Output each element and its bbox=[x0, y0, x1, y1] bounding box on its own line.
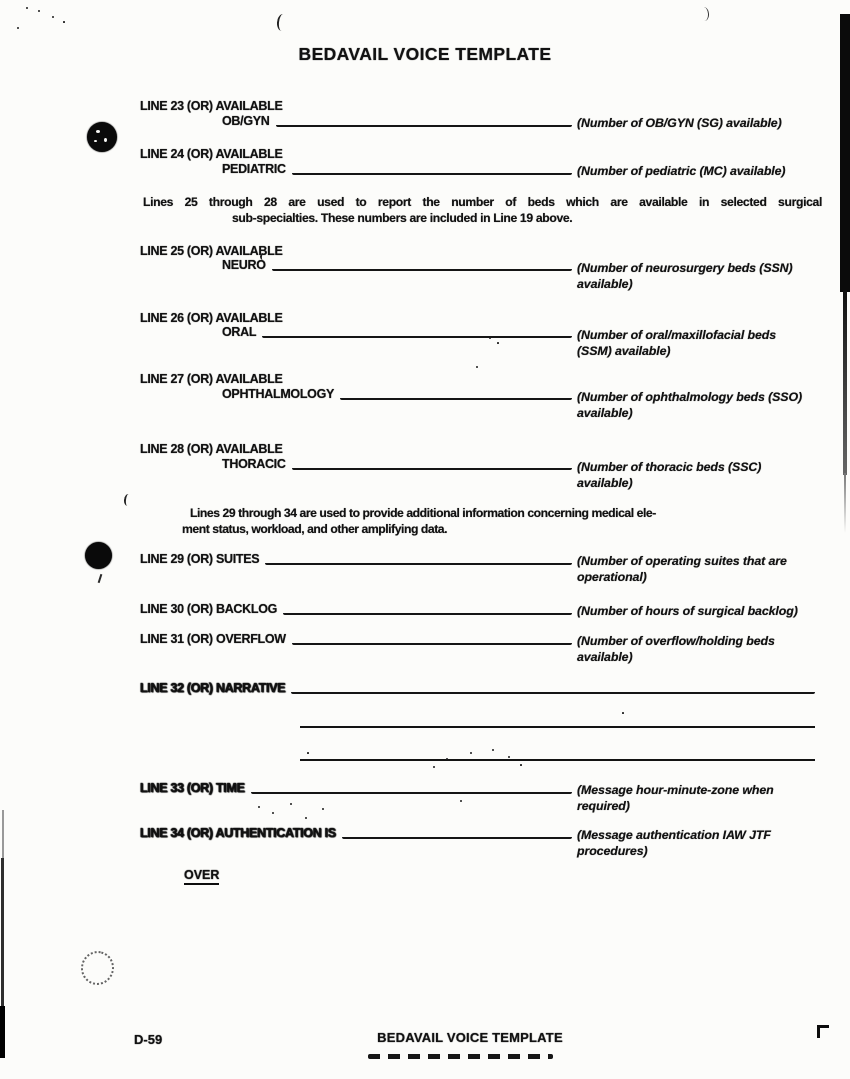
ink-speck bbox=[305, 817, 307, 819]
line-29-field-row bbox=[140, 552, 572, 566]
ink-speck bbox=[492, 749, 494, 751]
line-26-description: (Number of oral/maxillofacial beds (SSM) available) bbox=[577, 328, 777, 358]
instructions-paragraph-2-line-2: ment status, workload, and other amplifying data. bbox=[182, 522, 448, 536]
stray-paren-mark bbox=[123, 494, 132, 507]
line-34-field-row bbox=[140, 826, 572, 840]
ink-speck bbox=[508, 756, 510, 758]
ink-speck bbox=[460, 800, 462, 802]
scan-edge-bar-right-tail bbox=[844, 473, 846, 533]
narrative-continuation-line-2 bbox=[300, 759, 815, 761]
dotted-circle-mark bbox=[77, 948, 117, 989]
ink-speck bbox=[446, 758, 448, 760]
ink-blot bbox=[85, 542, 112, 569]
line-27-blank-field bbox=[340, 388, 572, 400]
line-26-blank-field bbox=[262, 326, 572, 338]
line-24-blank-field bbox=[292, 163, 572, 175]
line-32-label: LINE 32 (OR) NARRATIVE bbox=[140, 681, 286, 695]
scan-edge-bar-left-faint bbox=[2, 810, 4, 865]
ink-speck bbox=[38, 10, 40, 12]
stray-paren-mark bbox=[276, 13, 289, 31]
corner-mark bbox=[817, 1025, 830, 1039]
line-27-sublabel: OPHTHALMOLOGY bbox=[222, 387, 335, 401]
line-31-description: (Number of overflow/holding beds available) bbox=[577, 634, 775, 664]
instructions-paragraph-1-line-2: sub-specialties. These numbers are included in Line 19 above. bbox=[232, 211, 573, 225]
line-25-sublabel: NEURO bbox=[222, 258, 266, 272]
over-label: OVER bbox=[184, 868, 219, 885]
footer-cutoff-text-fragment bbox=[368, 1054, 553, 1059]
ink-speck bbox=[497, 342, 499, 344]
ink-speck bbox=[52, 16, 54, 18]
line-26-label: LINE 26 (OR) AVAILABLE bbox=[140, 311, 283, 325]
line-24-sublabel: PEDIATRIC bbox=[222, 162, 286, 176]
line-30-label: LINE 30 (OR) BACKLOG bbox=[140, 602, 278, 616]
footer-page-number: D-59 bbox=[134, 1032, 163, 1047]
ink-speck bbox=[433, 766, 435, 768]
line-34-label: LINE 34 (OR) AUTHENTICATION IS bbox=[140, 826, 336, 840]
scan-edge-bar-left-thick bbox=[0, 1006, 5, 1058]
line-28-sublabel: THORACIC bbox=[222, 457, 286, 471]
line-28-label: LINE 28 (OR) AVAILABLE bbox=[140, 442, 283, 456]
line-29-blank-field bbox=[265, 553, 572, 565]
scan-edge-bar-right-fade bbox=[843, 290, 847, 475]
line-29-description: (Number of operating suites that are operational) bbox=[577, 554, 787, 584]
line-28-blank-field bbox=[292, 458, 572, 470]
ink-speck bbox=[63, 21, 65, 23]
line-28-field-row bbox=[222, 457, 572, 471]
line-23-description: (Number of OB/GYN (SG) available) bbox=[577, 116, 782, 130]
ink-speck bbox=[322, 808, 324, 810]
footer-title: BEDAVAIL VOICE TEMPLATE bbox=[377, 1030, 563, 1045]
line-26-field-row bbox=[222, 325, 572, 339]
line-30-description: (Number of hours of surgical backlog) bbox=[577, 604, 798, 618]
line-34-blank-field bbox=[342, 827, 572, 839]
ink-speck bbox=[258, 806, 260, 808]
ink-speck bbox=[290, 803, 292, 805]
line-34-description: (Message authentication IAW JTF procedures) bbox=[577, 828, 771, 858]
line-27-description: (Number of ophthalmology beds (SSO) available) bbox=[577, 390, 803, 420]
ink-speck bbox=[520, 764, 522, 766]
instructions-paragraph-2-line-1: Lines 29 through 34 are used to provide additional information concerning medical ele- bbox=[190, 506, 656, 520]
line-25-blank-field bbox=[272, 259, 572, 271]
line-32-field-row bbox=[140, 681, 815, 695]
line-27-label: LINE 27 (OR) AVAILABLE bbox=[140, 372, 283, 386]
line-32-blank-field bbox=[291, 682, 815, 694]
line-33-label: LINE 33 (OR) TIME bbox=[140, 781, 245, 795]
line-27-field-row bbox=[222, 387, 572, 401]
page-title: BEDAVAIL VOICE TEMPLATE bbox=[298, 44, 552, 64]
narrative-continuation-line-1 bbox=[300, 726, 815, 728]
ink-blot bbox=[87, 122, 117, 152]
ink-speck bbox=[476, 366, 478, 368]
line-31-label: LINE 31 (OR) OVERFLOW bbox=[140, 632, 286, 646]
line-23-blank-field bbox=[276, 115, 572, 127]
line-33-field-row bbox=[140, 781, 572, 795]
line-31-blank-field bbox=[292, 633, 572, 645]
line-30-blank-field bbox=[283, 603, 572, 615]
line-23-label: LINE 23 (OR) AVAILABLE bbox=[140, 99, 283, 113]
line-28-description: (Number of thoracic beds (SSC) available) bbox=[577, 460, 762, 490]
line-33-blank-field bbox=[251, 782, 572, 794]
line-23-sublabel: OB/GYN bbox=[222, 114, 270, 128]
line-26-sublabel: ORAL bbox=[222, 325, 257, 339]
ink-speck bbox=[17, 27, 19, 29]
scan-edge-bar-left bbox=[1, 858, 4, 1008]
ink-speck bbox=[272, 812, 274, 814]
line-24-description: (Number of pediatric (MC) available) bbox=[577, 164, 786, 178]
line-24-field-row bbox=[222, 162, 572, 176]
line-25-label: LINE 25 (OR) AVAILABLE bbox=[140, 244, 283, 258]
instructions-paragraph-1-line-1: Lines 25 through 28 are used to report the number of beds which are available in selected surgical bbox=[143, 195, 822, 209]
line-31-field-row bbox=[140, 632, 572, 646]
line-24-label: LINE 24 (OR) AVAILABLE bbox=[140, 147, 283, 161]
ink-tick bbox=[98, 574, 103, 583]
line-33-description: (Message hour-minute-zone when required) bbox=[577, 783, 774, 813]
line-23-field-row bbox=[222, 114, 572, 128]
stray-paren-mark bbox=[699, 7, 710, 22]
ink-speck bbox=[470, 752, 472, 754]
ink-speck bbox=[622, 712, 624, 714]
line-25-description: (Number of neurosurgery beds (SSN) available) bbox=[577, 261, 793, 291]
line-25-field-row bbox=[222, 258, 572, 272]
ink-speck bbox=[489, 337, 491, 339]
ink-speck bbox=[307, 752, 309, 754]
ink-speck bbox=[26, 7, 28, 9]
line-29-label: LINE 29 (OR) SUITES bbox=[140, 552, 260, 566]
scan-edge-bar-right bbox=[840, 14, 850, 292]
line-30-field-row bbox=[140, 602, 572, 616]
